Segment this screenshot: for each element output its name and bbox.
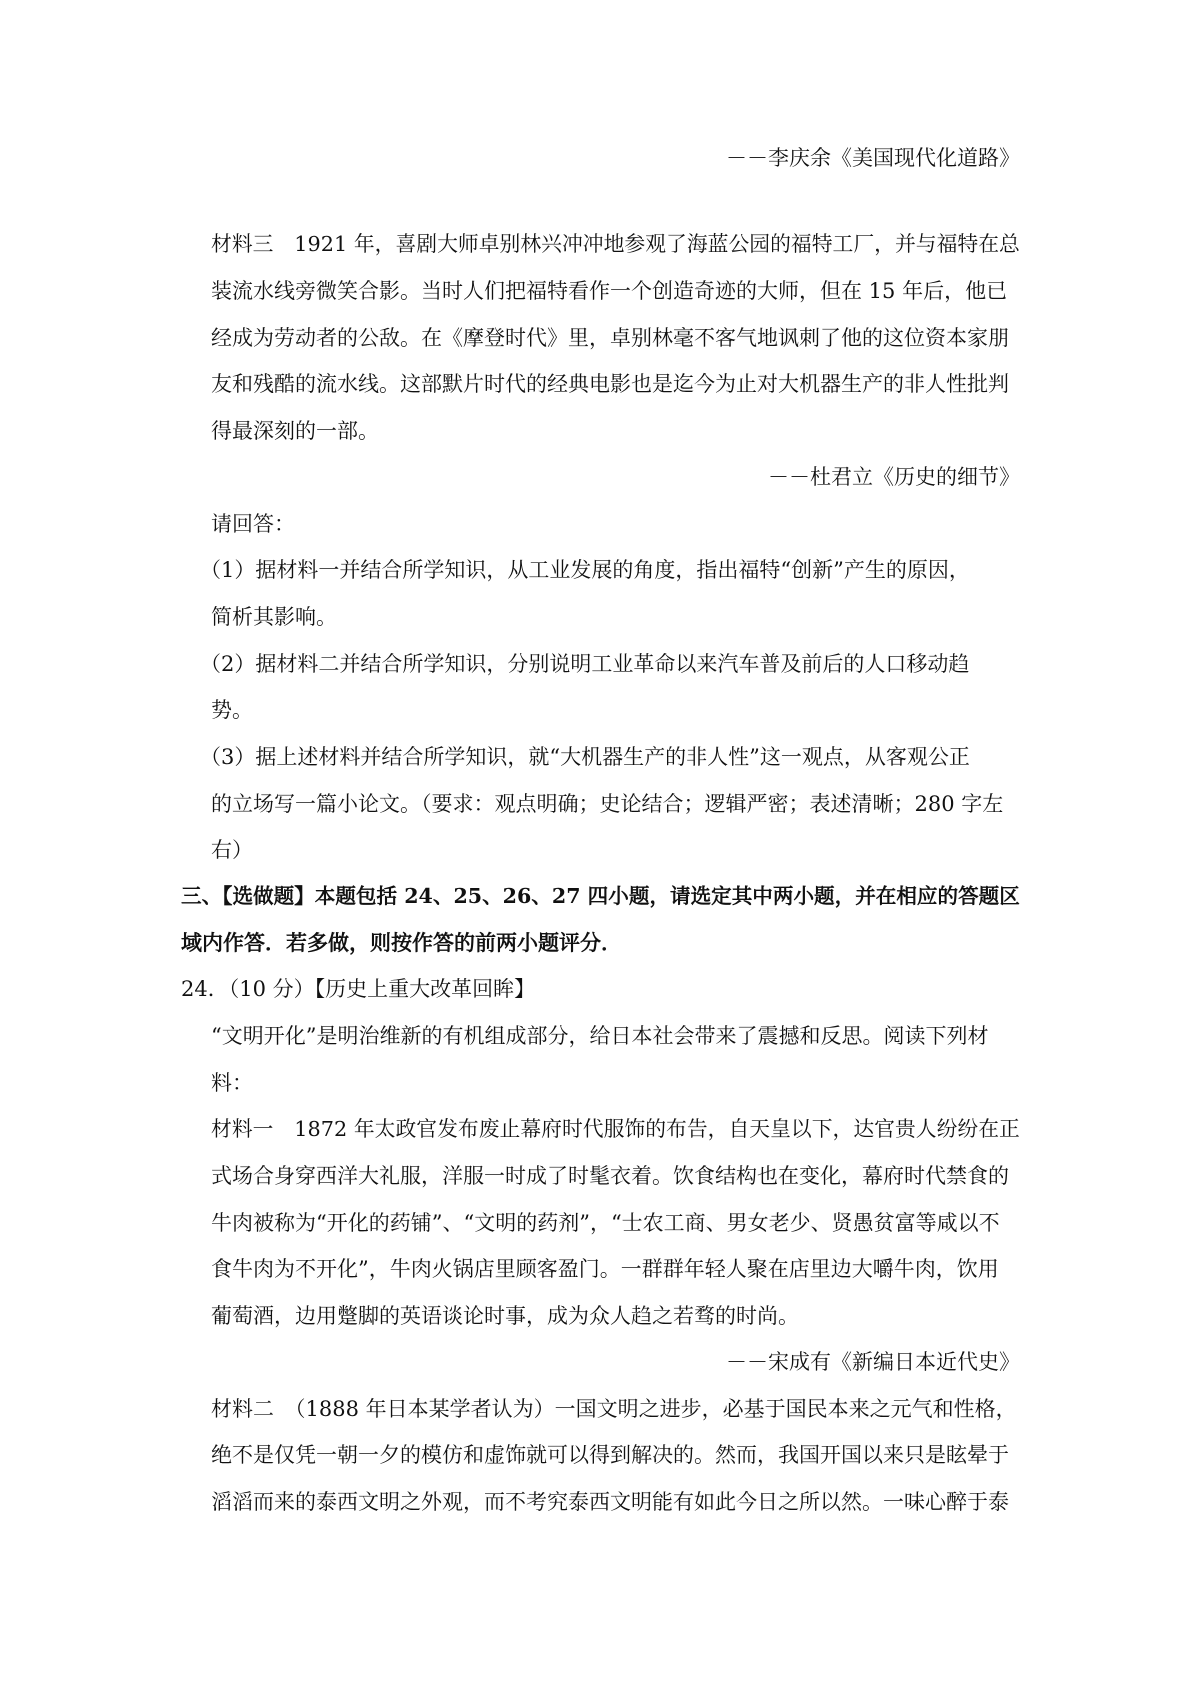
material-one-line: 牛肉被称为“开化的药铺”、“文明的药剂”，“士农工商、男女老少、贤愚贫富等咸以不 — [211, 1211, 1000, 1235]
question-3-line: 的立场写一篇小论文。（要求：观点明确；史论结合；逻辑严密；表述清晰；280 字左 — [211, 792, 1004, 816]
question-2-line: （2）据材料二并结合所学知识，分别说明工业革命以来汽车普及前后的人口移动趋 — [200, 652, 970, 676]
material-two-line: 滔滔而来的泰西文明之外观，而不考究泰西文明能有如此今日之所以然。一味心醉于泰 — [211, 1490, 1009, 1514]
material-one-line: 材料一 1872 年太政官发布废止幕府时代服饰的布告，自天皇以下，达官贵人纷纷在正 — [211, 1117, 1020, 1141]
question-2-line: 势。 — [211, 698, 253, 722]
material-two-line: 绝不是仅凭一朝一夕的模仿和虚饰就可以得到解决的。然而，我国开国以来只是眩晕于 — [211, 1443, 1009, 1467]
question-3-line: （3）据上述材料并结合所学知识，就“大机器生产的非人性”这一观点，从客观公正 — [200, 745, 970, 769]
intro-line: “文明开化”是明治维新的有机组成部分，给日本社会带来了震撼和反思。阅读下列材 — [211, 1024, 989, 1048]
question-1-line: （1）据材料一并结合所学知识，从工业发展的角度，指出福特“创新”产生的原因， — [200, 558, 970, 582]
section-heading-line: 域内作答．若多做，则按作答的前两小题评分． — [181, 930, 622, 955]
paragraph-line: 经成为劳动者的公敌。在《摩登时代》里，卓别林毫不客气地讽刺了他的这位资本家朋 — [211, 326, 1009, 350]
answer-prompt: 请回答： — [211, 512, 295, 536]
material-one-line: 葡萄酒，边用蹩脚的英语谈论时事，成为众人趋之若骛的时尚。 — [211, 1304, 799, 1328]
question-3-line: 右） — [211, 838, 253, 862]
source-citation: －－杜君立《历史的细节》 — [768, 465, 1020, 489]
material-one-line: 式场合身穿西洋大礼服，洋服一时成了时髦衣着。饮食结构也在变化，幕府时代禁食的 — [211, 1164, 1009, 1188]
question-1-line: 简析其影响。 — [211, 605, 337, 629]
paragraph-line: 装流水线旁微笑合影。当时人们把福特看作一个创造奇迹的大师，但在 15 年后，他已 — [211, 279, 1008, 303]
intro-line: 料： — [211, 1071, 253, 1095]
paragraph-line: 材料三 1921 年，喜剧大师卓别林兴冲冲地参观了海蓝公园的福特工厂，并与福特在总 — [211, 232, 1020, 256]
section-heading-line: 三、【选做题】本题包括 24、25、26、27 四小题，请选定其中两小题，并在相应的答题区 — [181, 884, 1020, 908]
source-citation: －－宋成有《新编日本近代史》 — [726, 1350, 1020, 1374]
material-one-line: 食牛肉为不开化”，牛肉火锅店里顾客盈门。一群群年轻人聚在店里边大嚼牛肉，饮用 — [211, 1257, 999, 1281]
paragraph-line: 友和残酷的流水线。这部默片时代的经典电影也是迄今为止对大机器生产的非人性批判 — [211, 372, 1009, 396]
question-header: 24．（10 分）【历史上重大改革回眸】 — [181, 977, 536, 1001]
source-citation: －－李庆余《美国现代化道路》 — [726, 146, 1020, 170]
material-two-line: 材料二 （1888 年日本某学者认为）一国文明之进步，必基于国民本来之元气和性格， — [211, 1397, 1017, 1421]
paragraph-line: 得最深刻的一部。 — [211, 419, 379, 443]
